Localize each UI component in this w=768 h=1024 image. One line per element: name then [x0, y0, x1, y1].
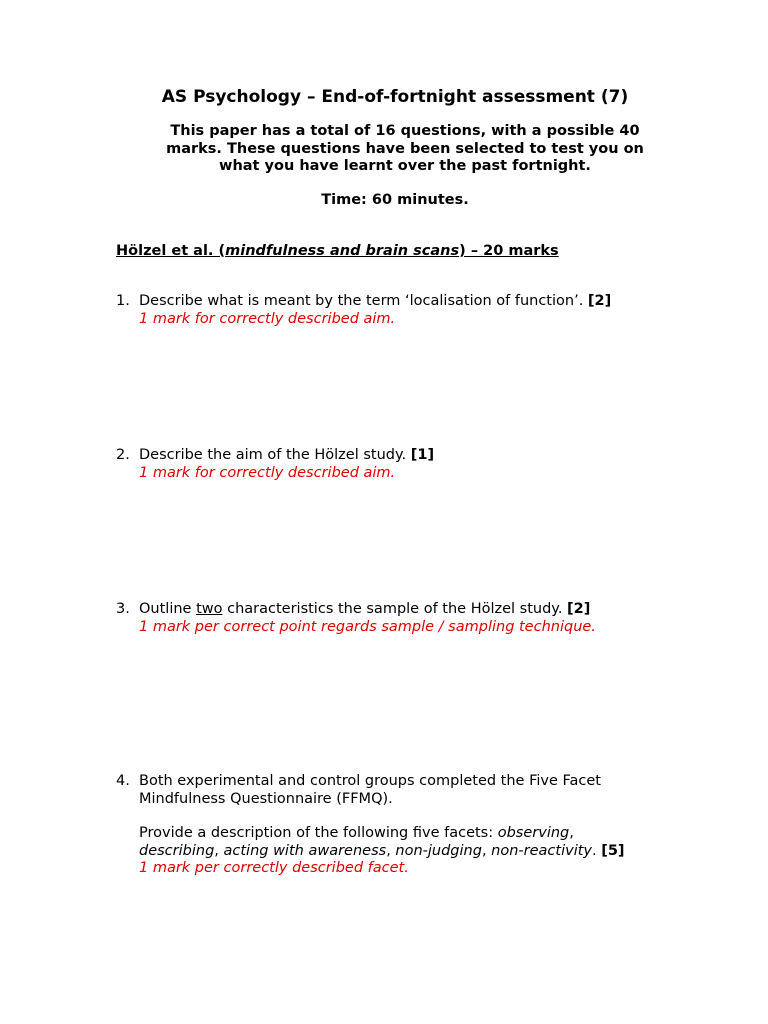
question-marks: [1] — [410, 447, 435, 463]
mark-scheme: 1 mark per correctly described facet. — [139, 860, 409, 876]
section-heading — [116, 243, 559, 261]
intro-line: marks. These questions have been selected to test you on — [166, 140, 644, 157]
question-2 — [116, 447, 676, 482]
facet: non-judging — [395, 842, 482, 859]
question-emphasis: two — [196, 601, 223, 617]
question-4: 4. Both experimental and control groups completed the Five Facet Mindfulness Questionnaire (FFMQ). Provide a description of the following five facets: observing, describing, acting with awareness, non-judging, non-reactivity. [5] 1 mark per correctly described facet. — [116, 773, 676, 878]
question-marks: [2] — [567, 601, 591, 617]
question-text: Describe what is meant by the term ‘localisation of function’. — [139, 293, 584, 309]
intro-line: This paper has a total of 16 questions, with a possible 40 — [170, 123, 640, 139]
mark-scheme: 1 mark for correctly described aim. — [139, 310, 396, 327]
question-stem: Mindfulness Questionnaire (FFMQ). — [139, 790, 393, 807]
question-prompt: Provide a description of the following five facets: — [139, 825, 494, 841]
question-text: characteristics the sample of the Hölzel study. — [227, 601, 563, 617]
question-number: 2. — [116, 447, 130, 463]
intro-line: what you have learnt over the past fortnight. — [219, 158, 591, 174]
mark-scheme: 1 mark for correctly described aim. — [139, 464, 396, 481]
section-author: Hölzel et al. ( — [116, 243, 226, 259]
question-text: Outline — [139, 601, 192, 617]
question-number: 3. — [116, 601, 130, 617]
facet: observing — [497, 825, 570, 841]
intro-paragraph — [130, 123, 680, 176]
time-allowed: Time: 60 minutes. — [321, 192, 469, 208]
question-number: 4. — [116, 773, 130, 789]
question-number: 1. — [116, 293, 130, 309]
question-3 — [116, 601, 676, 636]
mark-scheme: 1 mark per correct point regards sample / sampling technique. — [139, 618, 596, 635]
question-stem: Both experimental and control groups completed the Five Facet — [139, 773, 601, 789]
facet: acting with awareness — [223, 842, 387, 859]
page-title: AS Psychology – End-of-fortnight assessment (7) — [161, 87, 629, 107]
question-marks: [5] — [601, 842, 625, 859]
section-marks: ) – 20 marks — [459, 243, 559, 259]
facet: non-reactivity — [491, 842, 592, 859]
question-text: Describe the aim of the Hölzel study. — [139, 447, 407, 463]
question-marks: [2] — [587, 293, 612, 309]
question-1 — [116, 293, 676, 328]
section-topic: mindfulness and brain scans — [225, 243, 460, 259]
facet: describing — [139, 842, 215, 859]
